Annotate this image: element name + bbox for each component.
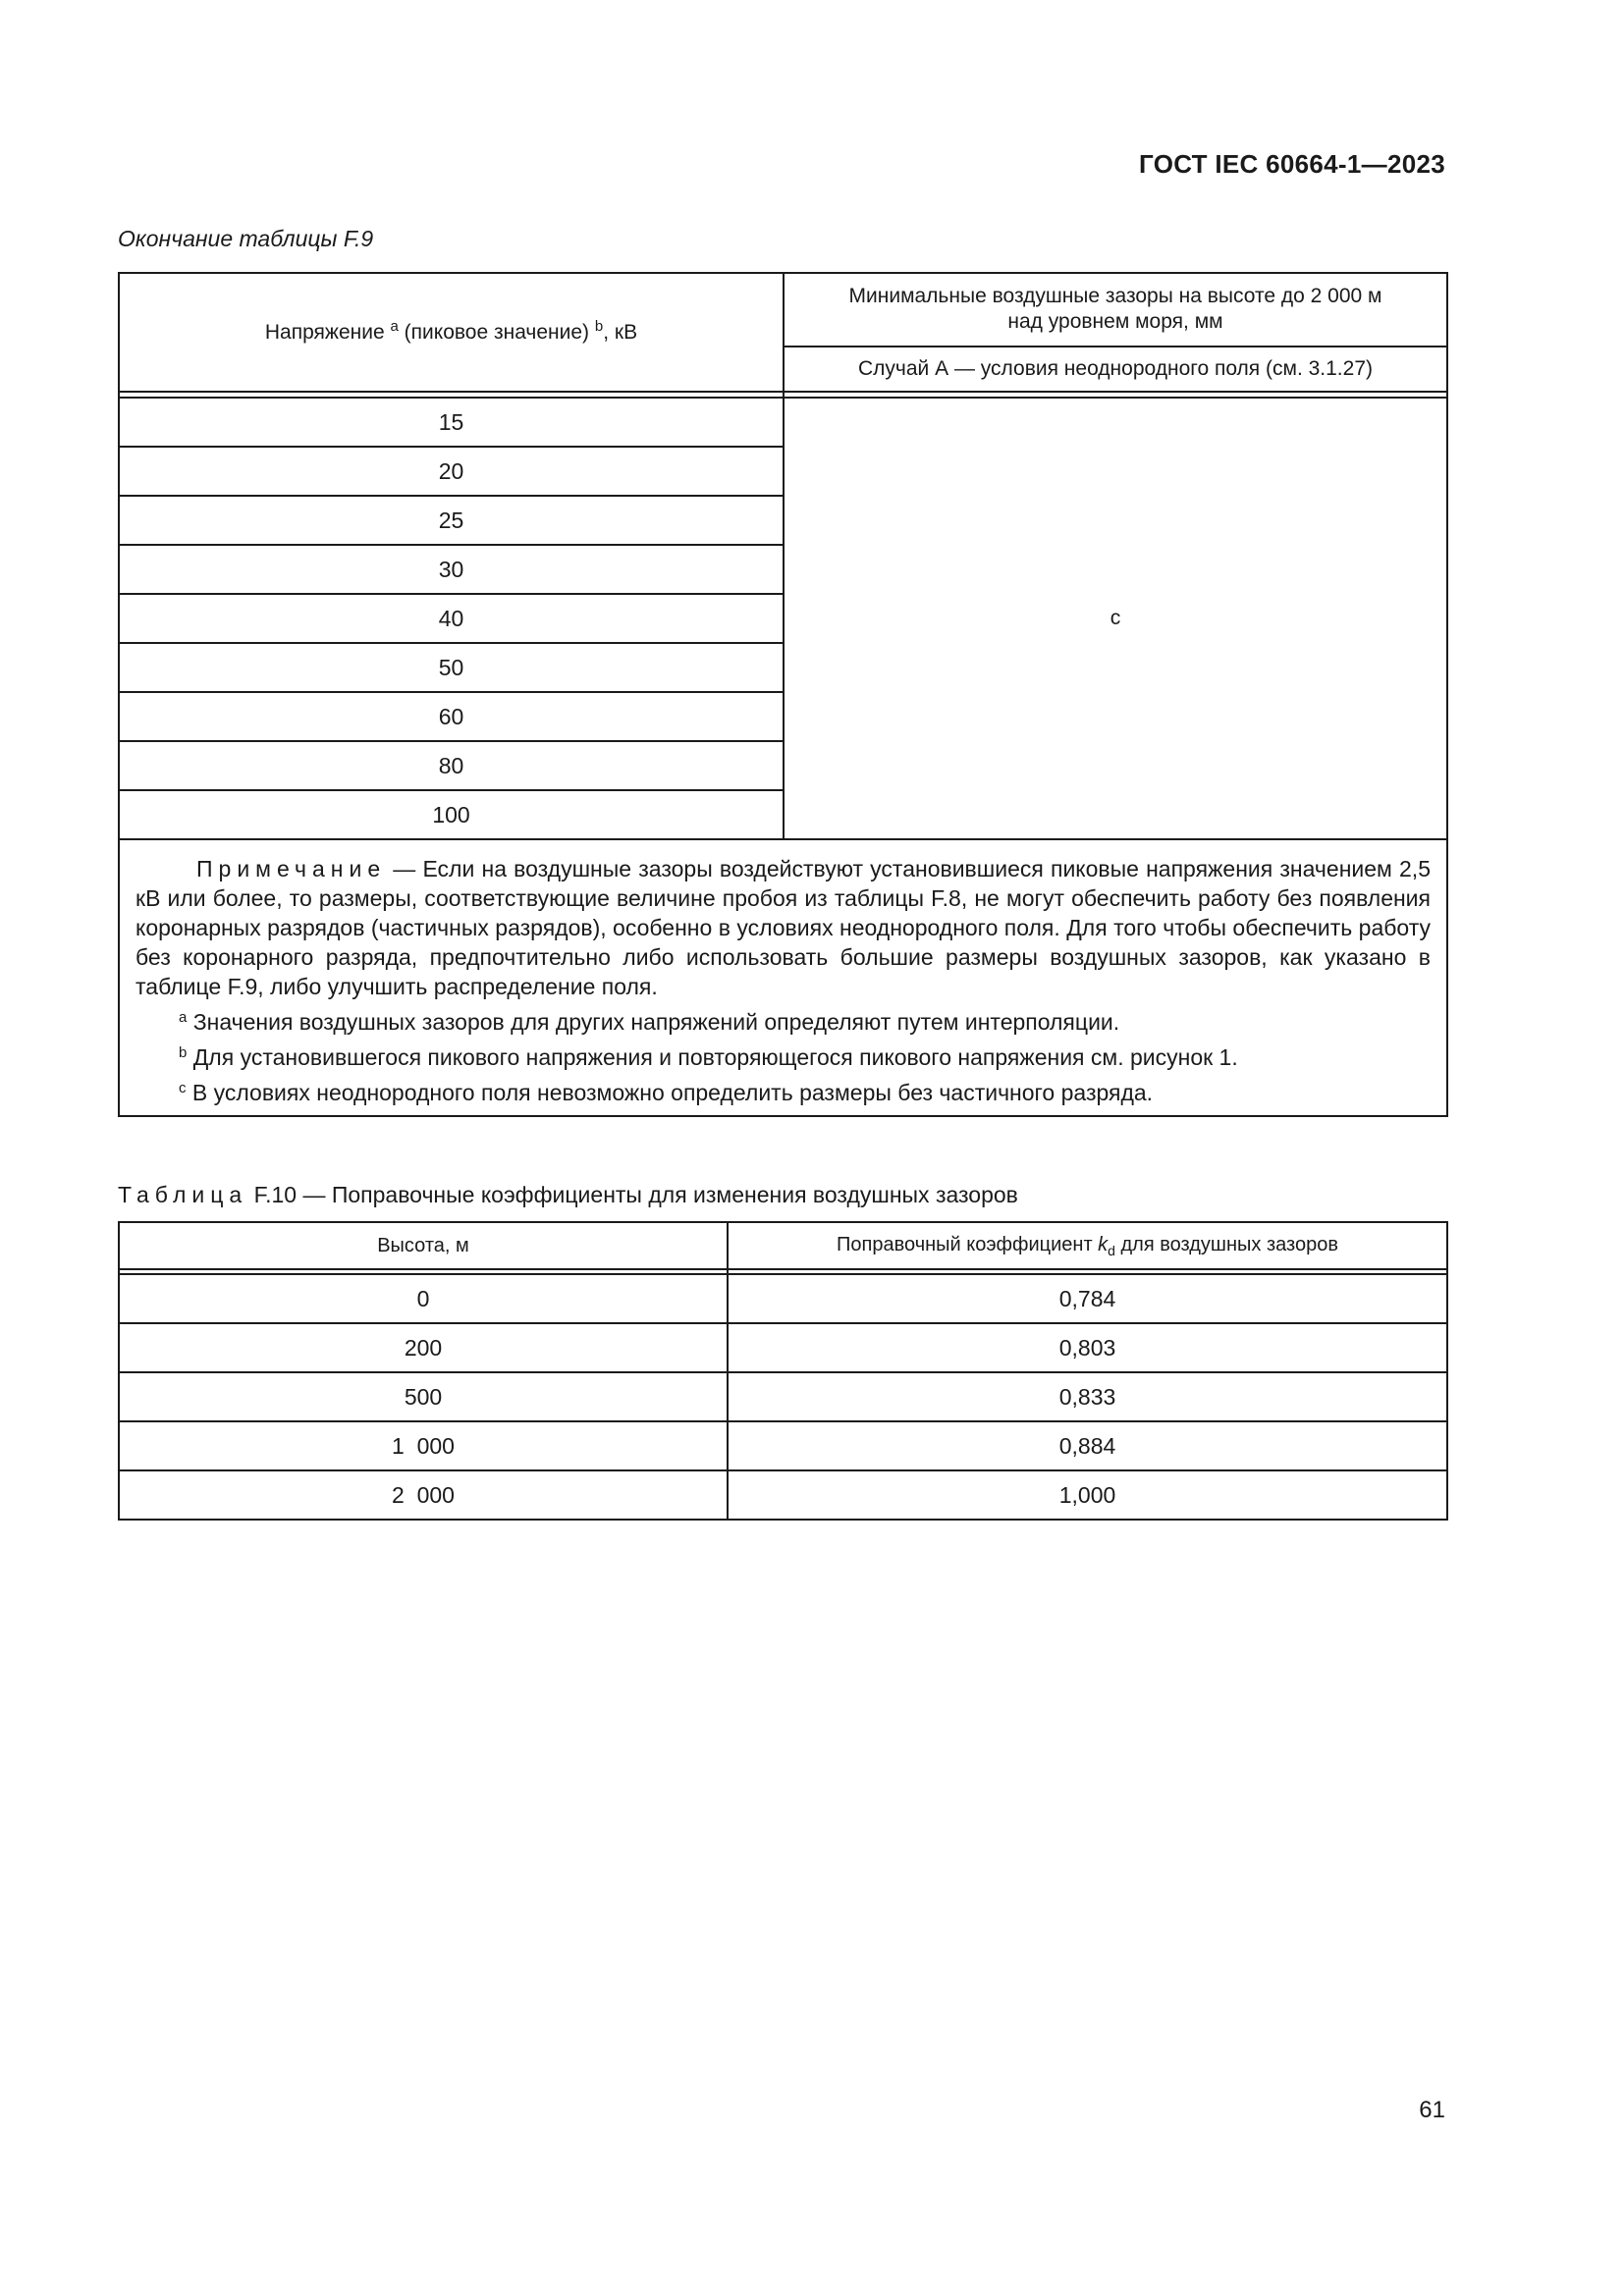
table-cell: 30 bbox=[119, 545, 784, 594]
table-cell: 1,000 bbox=[728, 1470, 1447, 1520]
footnote-b: $^b$ Для установившегося пикового напряжения и повторяющегося пикового напряжения см. рисунок 1. bbox=[179, 1044, 1238, 1070]
table-cell: 60 bbox=[119, 692, 784, 741]
table-row bbox=[119, 1421, 1447, 1470]
table-cell: 2 000 bbox=[119, 1470, 728, 1520]
table-cell: 1 000 bbox=[119, 1421, 728, 1470]
table-cell: 0,803 bbox=[728, 1323, 1447, 1372]
table-note bbox=[119, 839, 1447, 1116]
page-number: 61 bbox=[1419, 2097, 1445, 2123]
table-cell: 15 bbox=[119, 398, 784, 447]
table-cell: 20 bbox=[119, 447, 784, 496]
table-cell: 40 bbox=[119, 594, 784, 643]
table-continuation-caption: Окончание таблицы F.9 bbox=[118, 226, 374, 251]
case-a-subheader: Случай А — условия неоднородного поля (см. 3.1.27) bbox=[784, 347, 1447, 392]
note-paragraph: Примечание — Если на воздушные зазоры воздействуют установившиеся пиковые напряжения значением 2,5 кВ или более, то размеры, соответствующие величине пробоя из таблицы F.8, не могут обеспечить работу без появления коронарных разрядов (частичных разрядов), особенно в условиях неоднородного поля. Для того чтобы обеспечить работу без коронарного разряда, предпочтительно либо использовать большие размеры воздушных зазоров, как указано в таблице F.9, либо улучшить распределение поля. bbox=[135, 856, 1431, 999]
table-row bbox=[119, 1470, 1447, 1520]
min-clearance-column-header: Минимальные воздушные зазоры на высоте до 2 000 м над уровнем моря, мм bbox=[784, 273, 1447, 347]
note-label: Примечание bbox=[196, 856, 387, 881]
table-row bbox=[119, 1372, 1447, 1421]
table-cell: 0 bbox=[119, 1274, 728, 1323]
table-cell: 50 bbox=[119, 643, 784, 692]
height-column-header: Высота, м bbox=[119, 1222, 728, 1269]
table-cell: 0,784 bbox=[728, 1274, 1447, 1323]
coefficient-column-header: Поправочный коэффициент $k_d$ для воздушных зазоров bbox=[728, 1222, 1447, 1269]
table-cell: 100 bbox=[119, 790, 784, 839]
table-cell: 80 bbox=[119, 741, 784, 790]
footnote-a: $^a$ Значения воздушных зазоров для других напряжений определяют путем интерполяции. bbox=[179, 1009, 1120, 1035]
table-f9 bbox=[118, 272, 1448, 1117]
table-cell: 25 bbox=[119, 496, 784, 545]
table-f10-caption: Таблица F.10 — Поправочные коэффициенты для изменения воздушных зазоров bbox=[118, 1182, 1018, 1207]
table-cell: 0,884 bbox=[728, 1421, 1447, 1470]
table-cell: 200 bbox=[119, 1323, 728, 1372]
voltage-column-header: Напряжение $^a$ (пиковое значение) $^b$, кВ bbox=[119, 273, 784, 392]
merged-value-cell: c bbox=[784, 398, 1447, 839]
table-row bbox=[119, 1274, 1447, 1323]
table-f10 bbox=[118, 1221, 1448, 1521]
table-cell: 0,833 bbox=[728, 1372, 1447, 1421]
document-header: ГОСТ IEC 60664-1—2023 bbox=[1139, 149, 1445, 179]
footnote-c: $^c$ В условиях неоднородного поля невозможно определить размеры без частичного разряда. bbox=[179, 1080, 1154, 1105]
table-row bbox=[119, 1323, 1447, 1372]
table-cell: 500 bbox=[119, 1372, 728, 1421]
